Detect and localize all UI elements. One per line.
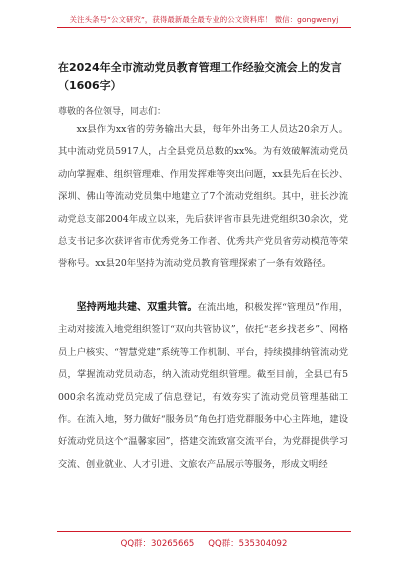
paragraph-2-heading: 坚持两地共建、双重共管。 bbox=[76, 302, 198, 313]
document-title-line1: 在2024年全市流动党员教育管理工作经验交流会上的发言 bbox=[58, 61, 342, 74]
footer-qq-group-1: QQ群：30265665 bbox=[120, 539, 195, 549]
document-title bbox=[58, 60, 358, 94]
document-title-wordcount: （1606字） bbox=[58, 79, 122, 92]
header-banner: 关注头条号“公文研究”，获得最新最全最专业的公文资料库！ 微信：gongwenyj bbox=[69, 15, 339, 24]
footer-qq-group-2: QQ群：535304092 bbox=[208, 539, 288, 549]
salutation: 尊敬的各位领导，同志们： bbox=[58, 107, 167, 117]
paragraph-1: xx县作为xx省的劳务输出大县，每年外出务工人员达20余万人。其中流动党员5917人，占全县党员总数的xx%。为有效破解流动党员动向掌握难、组织管理难、作用发挥难等突出问题，xx县先后在长沙、深圳、佛山等流动党员集中地建立了7个流动党组织。其中，驻长沙流动党总支部2004年成立以来，先后获评省市县先进党组织30余次，党总支书记多次获评省市优秀党务工作者、优秀共产党员省劳动模范等荣誉称号。xx县20年坚持为流动党员教育管理探索了一条有效路径。 bbox=[58, 124, 348, 270]
footer bbox=[0, 537, 408, 549]
paragraph-2-body: 在流出地，积极发挥“管理员”作用，主动对接流入地党组织签订“双向共管协议”，依托“老乡找老乡”、网格员上户核实、“智慧党建”系统等工作机制、平台，持续摸排纳管流动党员，掌握流动党员动态，纳入流动党组织管理。截至目前，全县已有5000余名流动党员完成了信息登记，有效夯实了流动党员管理基础工作。在流入地，努力做好“服务员”角色打造党群服务中心主阵地，建设好流动党员这个“温馨家园”，搭建交流致富交流平台，为党群提供学习交流、创业就业、人才引进、文旅农产品展示等服务，形成文明经 bbox=[58, 302, 348, 470]
paragraph-2 bbox=[58, 297, 348, 476]
footer-divider bbox=[57, 531, 351, 532]
header-divider bbox=[57, 27, 351, 28]
